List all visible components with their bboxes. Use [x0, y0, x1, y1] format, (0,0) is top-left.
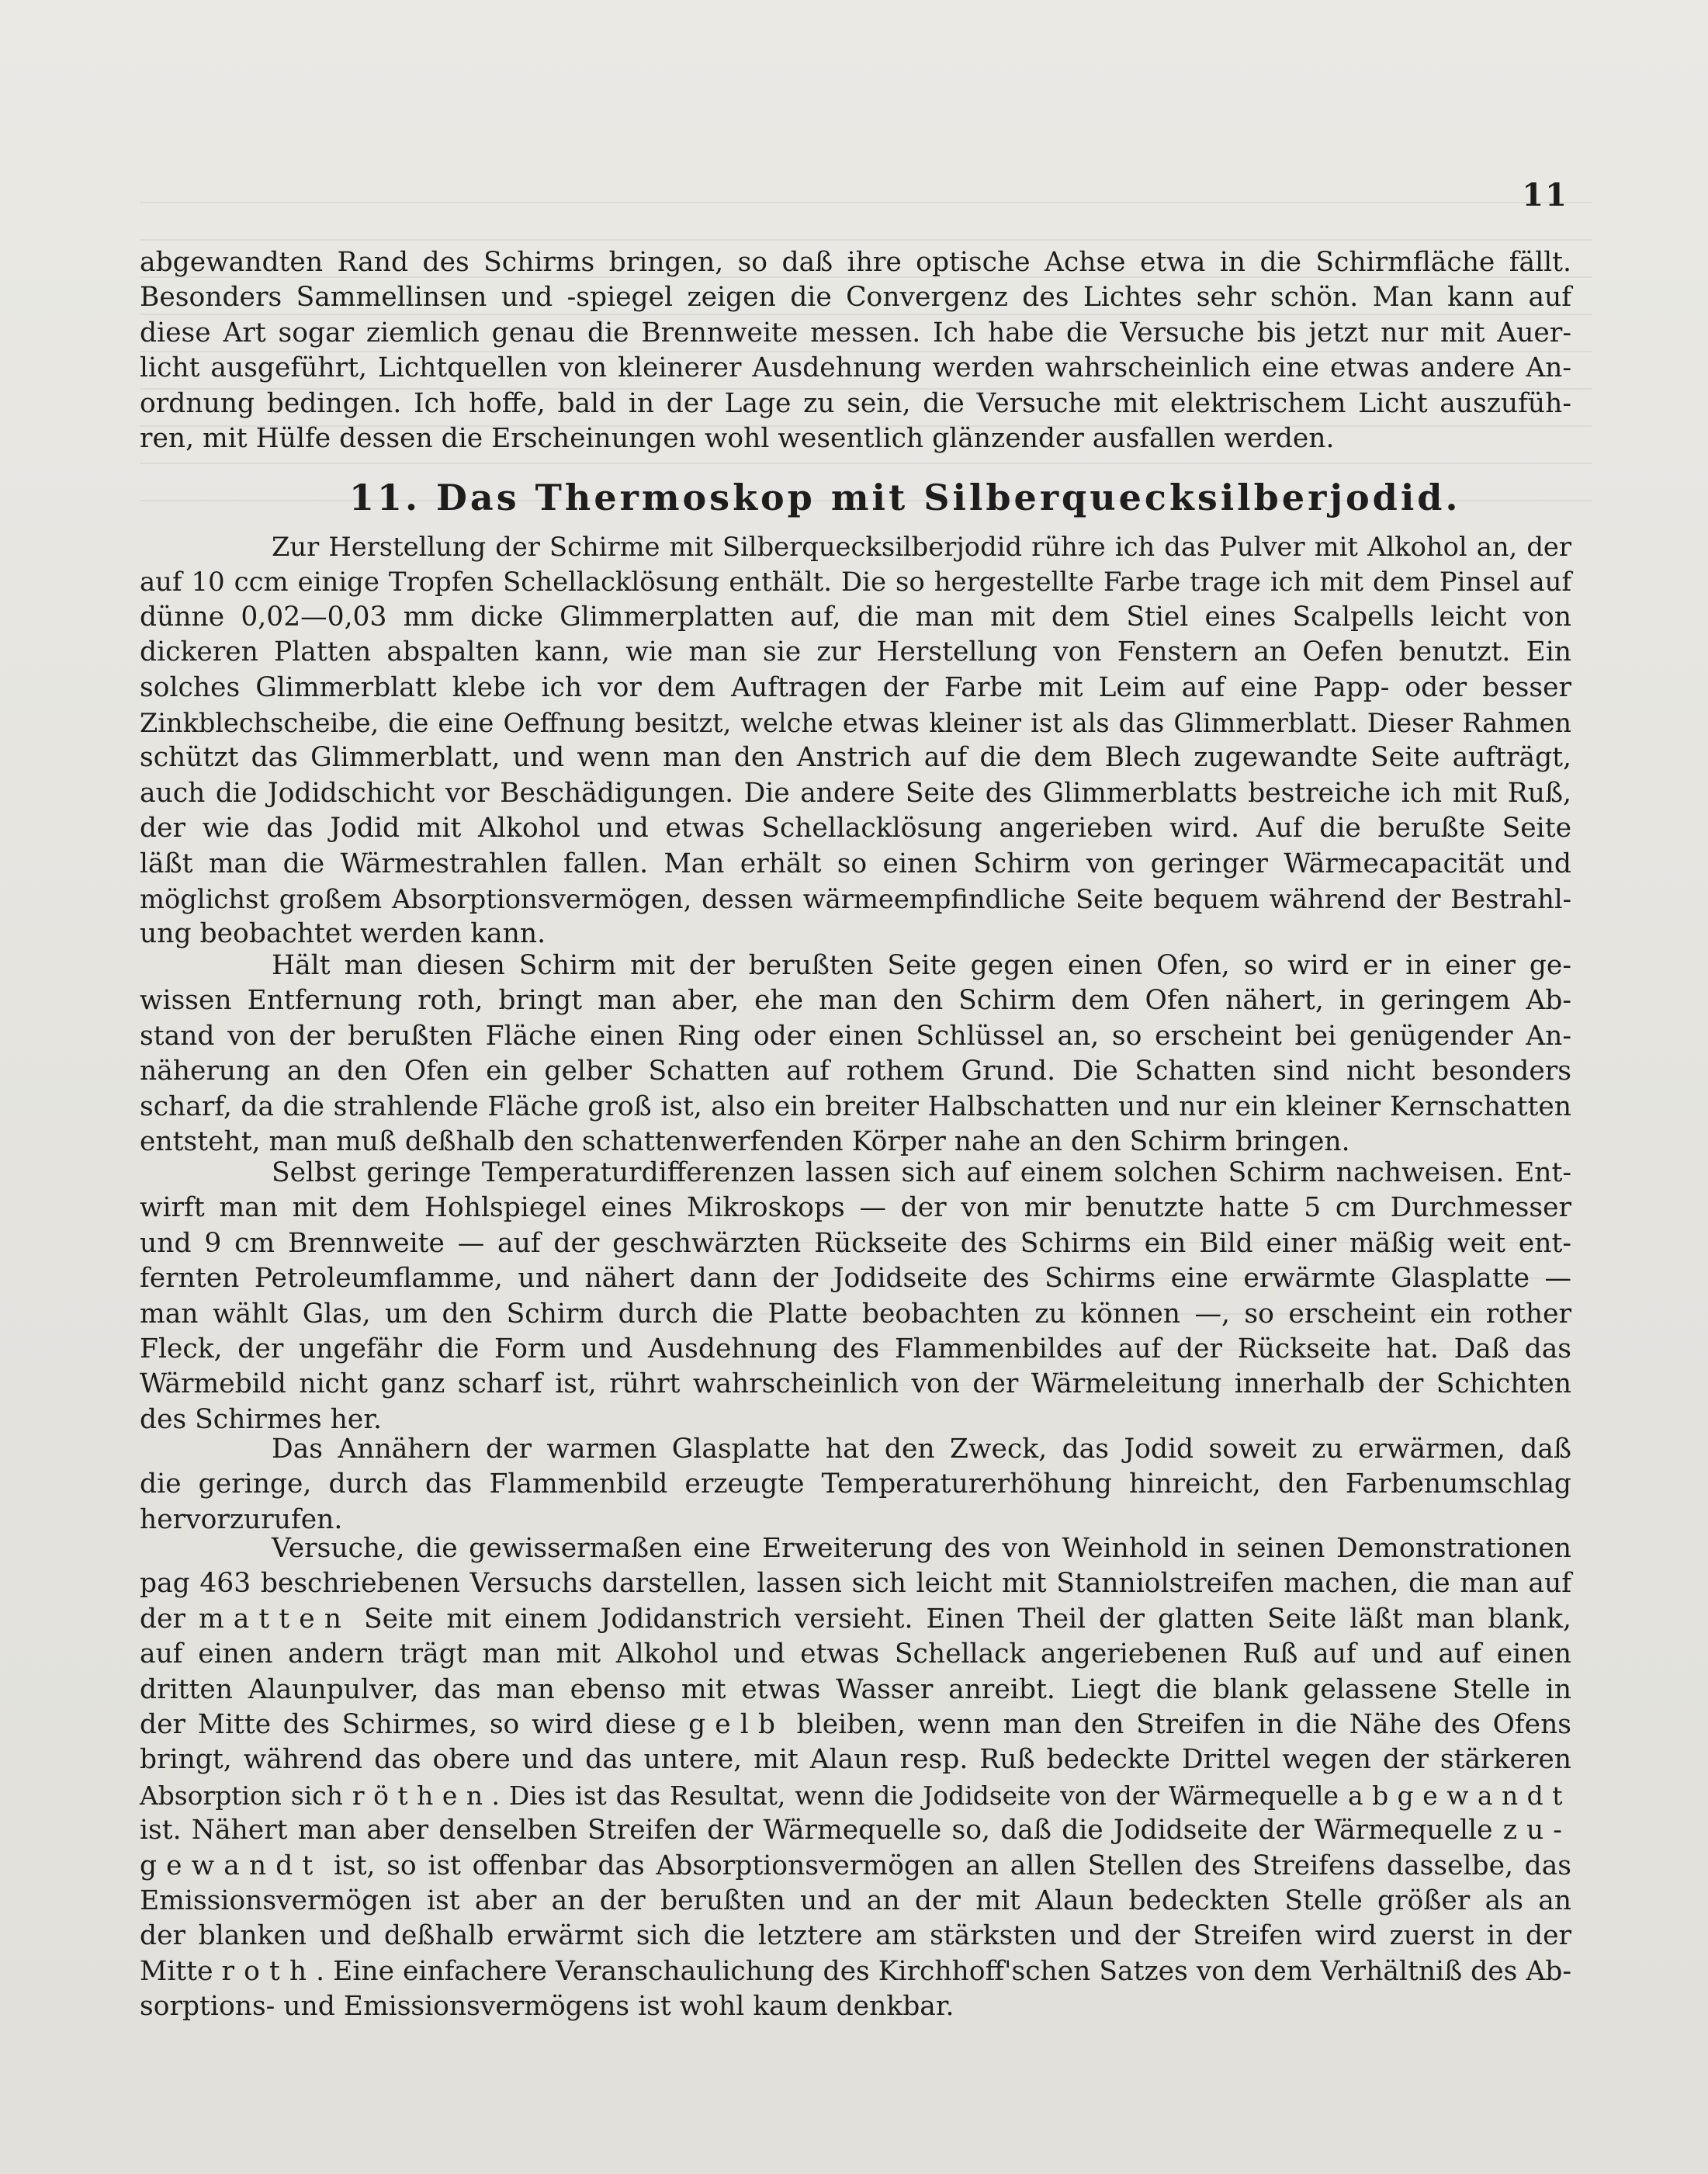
text-line: hervorzurufen.: [140, 1503, 343, 1535]
text-line: [140, 1708, 1571, 1742]
text-line: fernten Petroleumflamme, und nähert dann der Jodidseite des Schirms eine erwärmte Glasplatte —: [140, 1263, 1571, 1295]
text-run: bleiben, wenn man den Streifen in die Nähe des Ofens: [784, 1709, 1572, 1741]
text-line: [140, 1778, 1571, 1813]
text-line: Hält man diesen Schirm mit der berußten Seite gegen einen Ofen, so wird er in einer ge-: [272, 950, 1571, 981]
intro-paragraph: [140, 245, 1571, 456]
text-line: wissen Entfernung roth, bringt man aber, ehe man den Schirm dem Ofen nähert, in geringem Ab-: [140, 985, 1571, 1017]
text-line: diese Art sogar ziemlich genau die Brennweite messen. Ich habe die Versuche bis jetzt nur mit Auer-: [140, 317, 1571, 348]
text-line: Zur Herstellung der Schirme mit Silberquecksilberjodid rühre ich das Pulver mit Alkohol an, der: [272, 532, 1571, 562]
text-line: die geringe, durch das Flammenbild erzeugte Temperaturerhöhung hinreicht, den Farbenumschlag: [140, 1468, 1571, 1500]
emphasis-spaced: matten: [198, 1603, 352, 1635]
text-line: ordnung bedingen. Ich hoffe, bald in der Lage zu sein, die Versuche mit elektrischem Licht auszufüh-: [140, 387, 1571, 419]
text-line: Fleck, der ungefähr die Form und Ausdehnung des Flammenbildes auf der Rückseite hat. Daß das: [140, 1333, 1571, 1365]
text-line: pag 463 beschriebenen Versuchs darstellen, lassen sich leicht mit Stanniolstreifen machen, die man auf: [140, 1568, 1571, 1600]
text-line: schützt das Glimmerblatt, und wenn man den Anstrich auf die dem Blech zugewandte Seite aufträgt,: [140, 742, 1571, 774]
emphasis-spaced: röthen: [352, 1780, 492, 1811]
emphasis-spaced: gewandt: [140, 1850, 323, 1881]
page-number: 11: [1522, 177, 1568, 213]
text-line: möglichst großem Absorptionsvermögen, dessen wärmeempfindliche Seite bequem während der Bestrahl-: [140, 884, 1571, 915]
text-run: ist, so ist offenbar das Absorptionsvermögen an allen Stellen des Streifens dasselbe, das: [322, 1850, 1571, 1881]
text-line: auch die Jodidschicht vor Beschädigungen. Die andere Seite des Glimmerblatts bestreiche ich mit Ruß,: [140, 777, 1571, 809]
text-line: des Schirmes her.: [140, 1403, 382, 1435]
text-line: läßt man die Wärmestrahlen fallen. Man erhält so einen Schirm von geringer Wärmecapacität und: [140, 848, 1571, 879]
text-line: der blanken und deßhalb erwärmt sich die letztere am stärksten und der Streifen wird zuerst in der: [140, 1920, 1571, 1952]
text-line: dünne 0,02—0,03 mm dicke Glimmerplatten auf, die man mit dem Stiel eines Scalpells leicht von: [140, 601, 1571, 633]
text-run: Absorption sich: [140, 1780, 352, 1811]
text-line: Zinkblechscheibe, die eine Oeffnung besitzt, welche etwas kleiner ist als das Glimmerblatt. Dieser Rahmen: [140, 708, 1571, 739]
text-line: Versuche, die gewissermaßen eine Erweiterung des von Weinhold in seinen Demonstrationen: [272, 1533, 1571, 1564]
section-heading: 11. Das Thermoskop mit Silberquecksilberjodid.: [349, 477, 1461, 518]
text-line: licht ausgeführt, Lichtquellen von kleinerer Ausdehnung werden wahrscheinlich eine etwas andere An-: [140, 352, 1571, 384]
text-line: [140, 1813, 1571, 1848]
text-run: der Mitte des Schirmes, so wird diese: [140, 1709, 689, 1741]
text-line: Besonders Sammellinsen und -spiegel zeigen die Convergenz des Lichtes sehr schön. Man kann auf: [140, 282, 1571, 314]
emphasis-spaced: gelb: [688, 1709, 785, 1741]
emphasis-spaced: abgewandt: [1347, 1780, 1571, 1811]
text-line: auf 10 ccm einige Tropfen Schellacklösung enthält. Die so hergestellte Farbe trage ich mit dem Pinsel auf: [140, 567, 1571, 598]
paragraph-2: [140, 948, 1571, 1160]
text-line: auf einen andern trägt man mit Alkohol und etwas Schellack angeriebenen Ruß auf und auf einen: [140, 1638, 1571, 1670]
text-line: dickeren Platten abspalten kann, wie man sie zur Herstellung von Fenstern an Oefen benutzt. Ein: [140, 636, 1571, 668]
text-line: näherung an den Ofen ein gelber Schatten auf rothem Grund. Die Schatten sind nicht besonders: [140, 1056, 1571, 1087]
text-line: solches Glimmerblatt klebe ich vor dem Auftragen der Farbe mit Leim auf eine Papp- oder besser: [140, 671, 1571, 703]
text-line: und 9 cm Brennweite — auf der geschwärzten Rückseite des Schirms ein Bild einer mäßig weit ent-: [140, 1227, 1571, 1259]
text-line: der wie das Jodid mit Alkohol und etwas Schellacklösung angerieben wird. Auf die berußte Seite: [140, 813, 1571, 844]
text-line: sorptions- und Emissionsvermögens ist wohl kaum denkbar.: [140, 1991, 954, 2023]
text-line: man wählt Glas, um den Schirm durch die Platte beobachten zu können —, so erscheint ein rother: [140, 1298, 1571, 1330]
text-run: . Eine einfachere Veranschaulichung des Kirchhoff'schen Satzes von dem Verhältniß des Ab-: [316, 1955, 1571, 1987]
text-line: entsteht, man muß deßhalb den schattenwerfenden Körper nahe an den Schirm bringen.: [140, 1126, 1350, 1158]
emphasis-spaced: zu-: [1502, 1815, 1571, 1846]
text-line: ren, mit Hülfe dessen die Erscheinungen wohl wesentlich glänzender ausfallen werden.: [140, 423, 1335, 455]
text-run: Mitte: [140, 1955, 222, 1987]
paragraph-4: [140, 1432, 1571, 1538]
text-run: ist. Nähert man aber denselben Streifen der Wärmequelle so, daß die Jodidseite der Wärmequelle: [140, 1815, 1503, 1846]
text-line: Emissionsvermögen ist aber an der berußten und an der mit Alaun bedeckten Stelle größer als an: [140, 1885, 1571, 1917]
text-line: Das Annähern der warmen Glasplatte hat den Zweck, das Jodid soweit zu erwärmen, daß: [272, 1434, 1571, 1465]
text-line: stand von der berußten Fläche einen Ring oder einen Schlüssel an, so erscheint bei genügender An-: [140, 1020, 1571, 1052]
emphasis-spaced: roth: [221, 1955, 317, 1987]
text-line: dritten Alaunpulver, das man ebenso mit etwas Wasser anreibt. Liegt die blank gelassene Stelle in: [140, 1673, 1571, 1705]
text-line: Selbst geringe Temperaturdifferenzen lassen sich auf einem solchen Schirm nachweisen. Ent-: [272, 1157, 1571, 1188]
paragraph-1: [140, 529, 1571, 952]
text-run: Seite mit einem Jodidanstrich versieht. Einen Theil der glatten Seite läßt man blank,: [351, 1603, 1571, 1635]
text-run: . Dies ist das Resultat, wenn die Jodidseite von der Wärmequelle: [491, 1780, 1348, 1811]
text-line: Wärmebild nicht ganz scharf ist, rührt wahrscheinlich von der Wärmeleitung innerhalb der Schichten: [140, 1368, 1571, 1400]
text-line: [140, 1849, 1571, 1884]
text-line: [140, 1602, 1571, 1637]
text-line: scharf, da die strahlende Fläche groß ist, also ein breiter Halbschatten und nur ein kleiner Kernschatten: [140, 1090, 1571, 1122]
text-line: ung beobachtet werden kann.: [140, 918, 546, 950]
paragraph-5: [140, 1531, 1571, 2025]
text-line: wirft man mit dem Hohlspiegel eines Mikroskops — der von mir benutzte hatte 5 cm Durchmesser: [140, 1192, 1571, 1224]
text-line: abgewandten Rand des Schirms bringen, so daß ihre optische Achse etwa in die Schirmfläche fällt.: [140, 247, 1571, 278]
text-line: [140, 1954, 1571, 1989]
paragraph-3: [140, 1156, 1571, 1437]
text-run: der: [140, 1603, 199, 1635]
text-line: bringt, während das obere und das untere, mit Alaun resp. Ruß bedeckte Drittel wegen der stärkeren: [140, 1744, 1571, 1776]
